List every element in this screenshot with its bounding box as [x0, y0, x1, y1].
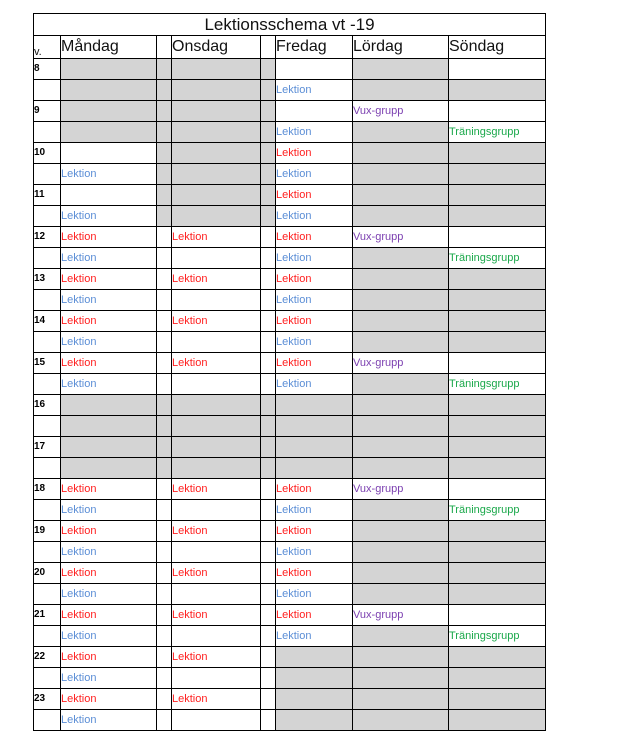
cell-spacer-1 [157, 688, 172, 709]
schedule-row [34, 122, 546, 143]
cell-lordag: Vux-grupp [353, 227, 449, 248]
cell-mandag: Lektion [61, 541, 157, 562]
cell-lordag [353, 332, 449, 353]
cell-sondag [449, 206, 546, 227]
cell-spacer-2 [261, 625, 276, 646]
cell-spacer-1 [157, 185, 172, 206]
cell-lordag [353, 436, 449, 457]
cell-fredag: Lektion [276, 332, 353, 353]
cell-sondag [449, 80, 546, 101]
cell-fredag [276, 101, 353, 122]
cell-sondag [449, 269, 546, 290]
cell-sondag [449, 604, 546, 625]
cell-spacer-1 [157, 478, 172, 499]
cell-sondag [449, 646, 546, 667]
cell-lordag [353, 562, 449, 583]
cell-spacer-1 [157, 667, 172, 688]
cell-mandag: Lektion [61, 520, 157, 541]
cell-mandag [61, 416, 157, 437]
cell-sondag [449, 541, 546, 562]
cell-fredag: Lektion [276, 269, 353, 290]
cell-spacer-1 [157, 625, 172, 646]
cell-lordag [353, 143, 449, 164]
cell-fredag: Lektion [276, 499, 353, 520]
schedule-row [34, 185, 546, 206]
week-number-cell: 14 [34, 311, 61, 332]
schedule-row [34, 604, 546, 625]
schedule-row [34, 541, 546, 562]
week-number-cell: 11 [34, 185, 61, 206]
cell-spacer-1 [157, 520, 172, 541]
cell-fredag: Lektion [276, 604, 353, 625]
cell-onsdag [172, 80, 261, 101]
cell-spacer-1 [157, 101, 172, 122]
cell-spacer-2 [261, 374, 276, 395]
cell-spacer-1 [157, 436, 172, 457]
cell-mandag: Lektion [61, 688, 157, 709]
cell-spacer-1 [157, 311, 172, 332]
cell-fredag [276, 436, 353, 457]
cell-spacer-2 [261, 164, 276, 185]
cell-spacer-2 [261, 59, 276, 80]
cell-spacer-1 [157, 353, 172, 374]
cell-onsdag: Lektion [172, 353, 261, 374]
week-number-cell [34, 709, 61, 730]
cell-onsdag [172, 332, 261, 353]
schedule-row [34, 164, 546, 185]
cell-onsdag [172, 436, 261, 457]
cell-sondag: Träningsgrupp [449, 248, 546, 269]
cell-spacer-1 [157, 416, 172, 437]
cell-sondag [449, 416, 546, 437]
column-header-mandag: Måndag [61, 36, 157, 59]
cell-spacer-2 [261, 562, 276, 583]
cell-lordag [353, 185, 449, 206]
cell-mandag [61, 457, 157, 478]
cell-spacer-1 [157, 290, 172, 311]
cell-sondag [449, 311, 546, 332]
week-number-cell [34, 164, 61, 185]
cell-lordag [353, 583, 449, 604]
schedule-row [34, 688, 546, 709]
schedule-row [34, 499, 546, 520]
cell-spacer-1 [157, 646, 172, 667]
cell-spacer-1 [157, 227, 172, 248]
week-number-cell: 21 [34, 604, 61, 625]
cell-spacer-2 [261, 143, 276, 164]
cell-onsdag [172, 143, 261, 164]
week-number-cell: 23 [34, 688, 61, 709]
cell-lordag [353, 269, 449, 290]
cell-mandag: Lektion [61, 290, 157, 311]
cell-sondag: Träningsgrupp [449, 625, 546, 646]
week-number-cell [34, 80, 61, 101]
cell-sondag [449, 688, 546, 709]
schedule-row [34, 625, 546, 646]
week-number-cell [34, 499, 61, 520]
cell-spacer-2 [261, 290, 276, 311]
cell-spacer-2 [261, 311, 276, 332]
week-number-cell: 16 [34, 395, 61, 416]
week-number-cell [34, 248, 61, 269]
cell-onsdag [172, 667, 261, 688]
week-number-cell [34, 457, 61, 478]
cell-sondag [449, 332, 546, 353]
week-number-cell: 12 [34, 227, 61, 248]
cell-fredag [276, 457, 353, 478]
cell-spacer-2 [261, 457, 276, 478]
cell-lordag [353, 520, 449, 541]
cell-lordag [353, 80, 449, 101]
cell-spacer-1 [157, 541, 172, 562]
week-column-header: v. [34, 36, 61, 59]
cell-fredag: Lektion [276, 520, 353, 541]
cell-lordag [353, 541, 449, 562]
column-header-lordag: Lördag [353, 36, 449, 59]
cell-onsdag [172, 709, 261, 730]
week-number-cell [34, 541, 61, 562]
week-number-cell: 20 [34, 562, 61, 583]
cell-lordag: Vux-grupp [353, 604, 449, 625]
schedule-row [34, 206, 546, 227]
cell-lordag [353, 625, 449, 646]
cell-spacer-2 [261, 101, 276, 122]
schedule-row [34, 709, 546, 730]
week-number-cell [34, 374, 61, 395]
schedule-row [34, 457, 546, 478]
cell-mandag: Lektion [61, 332, 157, 353]
week-number-cell: 10 [34, 143, 61, 164]
schedule-row [34, 248, 546, 269]
cell-spacer-2 [261, 604, 276, 625]
cell-sondag [449, 185, 546, 206]
cell-spacer-2 [261, 80, 276, 101]
cell-mandag [61, 143, 157, 164]
cell-mandag: Lektion [61, 562, 157, 583]
cell-spacer-1 [157, 164, 172, 185]
cell-spacer-1 [157, 143, 172, 164]
cell-sondag [449, 667, 546, 688]
cell-spacer-1 [157, 583, 172, 604]
cell-fredag: Lektion [276, 353, 353, 374]
cell-mandag: Lektion [61, 374, 157, 395]
cell-fredag: Lektion [276, 478, 353, 499]
week-number-cell [34, 583, 61, 604]
cell-lordag [353, 248, 449, 269]
cell-mandag: Lektion [61, 164, 157, 185]
cell-sondag [449, 59, 546, 80]
cell-mandag: Lektion [61, 248, 157, 269]
cell-mandag: Lektion [61, 353, 157, 374]
cell-fredag: Lektion [276, 290, 353, 311]
week-number-cell: 8 [34, 59, 61, 80]
schedule-row [34, 59, 546, 80]
cell-fredag: Lektion [276, 80, 353, 101]
schedule-row [34, 520, 546, 541]
cell-fredag: Lektion [276, 206, 353, 227]
cell-mandag [61, 101, 157, 122]
week-number-cell: 9 [34, 101, 61, 122]
schedule-row [34, 478, 546, 499]
cell-onsdag [172, 457, 261, 478]
cell-mandag: Lektion [61, 227, 157, 248]
week-number-cell: 18 [34, 478, 61, 499]
cell-spacer-1 [157, 332, 172, 353]
cell-sondag [449, 227, 546, 248]
cell-mandag: Lektion [61, 206, 157, 227]
cell-mandag [61, 436, 157, 457]
cell-fredag [276, 395, 353, 416]
cell-lordag [353, 457, 449, 478]
cell-onsdag: Lektion [172, 646, 261, 667]
cell-fredag: Lektion [276, 164, 353, 185]
cell-mandag: Lektion [61, 709, 157, 730]
cell-spacer-1 [157, 562, 172, 583]
cell-mandag [61, 122, 157, 143]
cell-lordag [353, 311, 449, 332]
week-number-cell [34, 332, 61, 353]
week-number-cell [34, 416, 61, 437]
cell-fredag [276, 416, 353, 437]
cell-onsdag: Lektion [172, 269, 261, 290]
cell-onsdag: Lektion [172, 520, 261, 541]
cell-lordag [353, 164, 449, 185]
cell-onsdag [172, 541, 261, 562]
cell-spacer-1 [157, 604, 172, 625]
cell-lordag [353, 667, 449, 688]
schedule-row [34, 416, 546, 437]
cell-mandag: Lektion [61, 499, 157, 520]
week-number-cell: 22 [34, 646, 61, 667]
cell-onsdag: Lektion [172, 311, 261, 332]
cell-spacer-1 [157, 499, 172, 520]
cell-onsdag [172, 374, 261, 395]
cell-sondag [449, 164, 546, 185]
cell-sondag [449, 583, 546, 604]
cell-onsdag [172, 499, 261, 520]
cell-sondag [449, 143, 546, 164]
cell-spacer-1 [157, 709, 172, 730]
cell-fredag [276, 646, 353, 667]
cell-onsdag [172, 185, 261, 206]
cell-fredag: Lektion [276, 143, 353, 164]
cell-mandag: Lektion [61, 625, 157, 646]
cell-mandag [61, 395, 157, 416]
cell-fredag [276, 59, 353, 80]
cell-lordag: Vux-grupp [353, 353, 449, 374]
cell-fredag: Lektion [276, 311, 353, 332]
cell-spacer-1 [157, 59, 172, 80]
week-number-cell: 15 [34, 353, 61, 374]
schedule-table [33, 13, 546, 731]
cell-spacer-2 [261, 416, 276, 437]
cell-lordag: Vux-grupp [353, 101, 449, 122]
cell-lordag [353, 290, 449, 311]
cell-fredag: Lektion [276, 374, 353, 395]
cell-onsdag [172, 164, 261, 185]
cell-spacer-2 [261, 332, 276, 353]
page-title: Lektionsschema vt -19 [34, 14, 546, 36]
cell-onsdag [172, 583, 261, 604]
cell-mandag [61, 59, 157, 80]
column-header-fredag: Fredag [276, 36, 353, 59]
cell-onsdag [172, 122, 261, 143]
cell-fredag: Lektion [276, 583, 353, 604]
week-number-cell [34, 290, 61, 311]
cell-spacer-2 [261, 520, 276, 541]
schedule-row [34, 436, 546, 457]
schedule-row [34, 101, 546, 122]
cell-mandag: Lektion [61, 604, 157, 625]
cell-lordag [353, 646, 449, 667]
cell-onsdag [172, 290, 261, 311]
cell-spacer-2 [261, 436, 276, 457]
week-number-cell [34, 206, 61, 227]
cell-onsdag [172, 248, 261, 269]
cell-spacer-2 [261, 353, 276, 374]
cell-lordag [353, 709, 449, 730]
cell-lordag [353, 122, 449, 143]
week-number-cell [34, 122, 61, 143]
cell-fredag: Lektion [276, 625, 353, 646]
cell-onsdag: Lektion [172, 227, 261, 248]
cell-spacer-1 [157, 395, 172, 416]
cell-sondag [449, 520, 546, 541]
schedule-row [34, 80, 546, 101]
header-row [34, 36, 546, 59]
week-number-cell: 17 [34, 436, 61, 457]
schedule-row [34, 395, 546, 416]
cell-onsdag [172, 416, 261, 437]
cell-spacer-1 [157, 457, 172, 478]
cell-lordag [353, 416, 449, 437]
cell-fredag [276, 709, 353, 730]
cell-onsdag [172, 625, 261, 646]
cell-fredag [276, 688, 353, 709]
schedule-row [34, 311, 546, 332]
cell-spacer-2 [261, 709, 276, 730]
cell-sondag: Träningsgrupp [449, 374, 546, 395]
cell-sondag [449, 353, 546, 374]
cell-fredag: Lektion [276, 248, 353, 269]
schedule-row [34, 269, 546, 290]
column-header-spacer-2 [261, 36, 276, 59]
cell-onsdag: Lektion [172, 604, 261, 625]
cell-lordag [353, 206, 449, 227]
cell-spacer-2 [261, 646, 276, 667]
cell-sondag [449, 101, 546, 122]
cell-mandag: Lektion [61, 583, 157, 604]
cell-spacer-1 [157, 80, 172, 101]
cell-spacer-2 [261, 583, 276, 604]
cell-sondag [449, 436, 546, 457]
cell-spacer-2 [261, 667, 276, 688]
cell-onsdag [172, 59, 261, 80]
cell-spacer-1 [157, 122, 172, 143]
cell-onsdag: Lektion [172, 562, 261, 583]
cell-lordag [353, 688, 449, 709]
week-number-cell [34, 667, 61, 688]
cell-fredag: Lektion [276, 562, 353, 583]
cell-fredag [276, 667, 353, 688]
schedule-row [34, 332, 546, 353]
cell-sondag [449, 709, 546, 730]
cell-spacer-2 [261, 269, 276, 290]
schedule-row [34, 374, 546, 395]
cell-spacer-2 [261, 122, 276, 143]
cell-mandag: Lektion [61, 667, 157, 688]
cell-sondag: Träningsgrupp [449, 122, 546, 143]
cell-spacer-1 [157, 374, 172, 395]
cell-spacer-2 [261, 248, 276, 269]
cell-mandag: Lektion [61, 269, 157, 290]
cell-fredag: Lektion [276, 227, 353, 248]
column-header-onsdag: Onsdag [172, 36, 261, 59]
cell-fredag: Lektion [276, 185, 353, 206]
cell-spacer-1 [157, 269, 172, 290]
column-header-sondag: Söndag [449, 36, 546, 59]
column-header-spacer-1 [157, 36, 172, 59]
cell-mandag [61, 185, 157, 206]
cell-onsdag [172, 395, 261, 416]
cell-lordag: Vux-grupp [353, 478, 449, 499]
cell-sondag: Träningsgrupp [449, 499, 546, 520]
cell-mandag [61, 80, 157, 101]
cell-sondag [449, 395, 546, 416]
cell-mandag: Lektion [61, 478, 157, 499]
cell-onsdag: Lektion [172, 688, 261, 709]
schedule-row [34, 353, 546, 374]
cell-spacer-2 [261, 541, 276, 562]
cell-spacer-2 [261, 478, 276, 499]
cell-spacer-2 [261, 688, 276, 709]
cell-lordag [353, 499, 449, 520]
cell-sondag [449, 290, 546, 311]
cell-onsdag [172, 206, 261, 227]
week-number-cell [34, 625, 61, 646]
cell-fredag: Lektion [276, 541, 353, 562]
schedule-row [34, 562, 546, 583]
cell-sondag [449, 478, 546, 499]
cell-mandag: Lektion [61, 311, 157, 332]
cell-spacer-2 [261, 206, 276, 227]
cell-lordag [353, 374, 449, 395]
cell-sondag [449, 457, 546, 478]
schedule-row [34, 143, 546, 164]
schedule-row [34, 227, 546, 248]
schedule-row [34, 290, 546, 311]
cell-onsdag: Lektion [172, 478, 261, 499]
cell-lordag [353, 395, 449, 416]
schedule-row [34, 646, 546, 667]
cell-spacer-2 [261, 227, 276, 248]
cell-lordag [353, 59, 449, 80]
cell-onsdag [172, 101, 261, 122]
schedule-row [34, 667, 546, 688]
cell-spacer-2 [261, 395, 276, 416]
cell-sondag [449, 562, 546, 583]
cell-spacer-1 [157, 248, 172, 269]
week-number-cell: 19 [34, 520, 61, 541]
week-number-cell: 13 [34, 269, 61, 290]
cell-spacer-2 [261, 499, 276, 520]
cell-spacer-1 [157, 206, 172, 227]
cell-spacer-2 [261, 185, 276, 206]
schedule-row [34, 583, 546, 604]
cell-fredag: Lektion [276, 122, 353, 143]
cell-mandag: Lektion [61, 646, 157, 667]
